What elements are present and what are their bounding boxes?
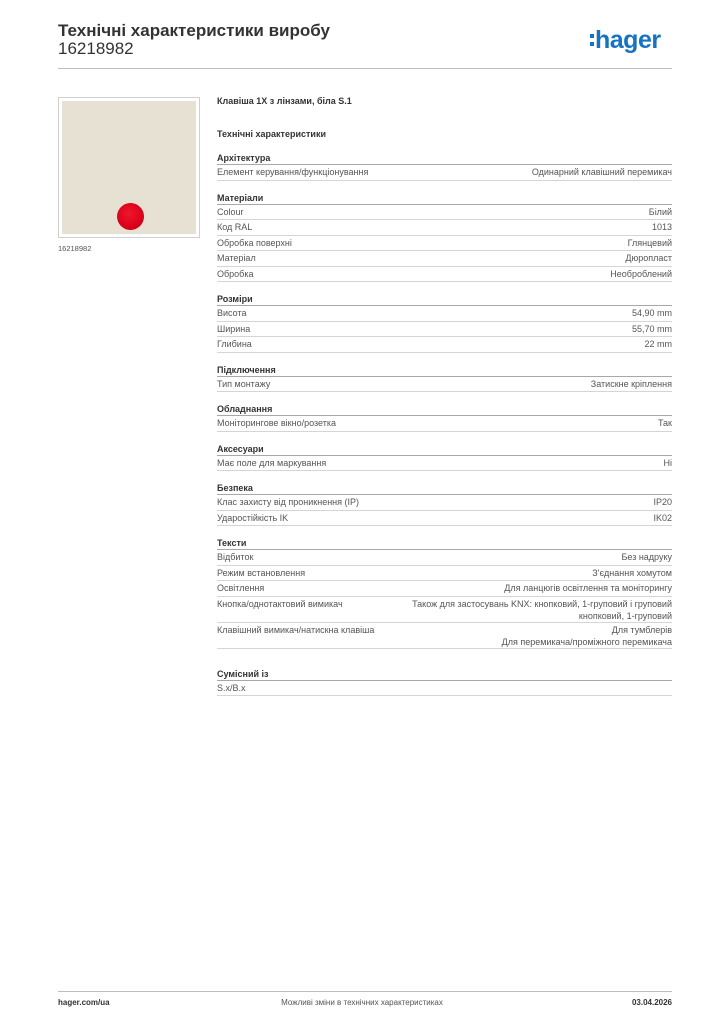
- product-number: 16218982: [58, 39, 134, 58]
- spec-key: Елемент керування/функціонування: [217, 167, 369, 177]
- spec-group: [217, 443, 672, 472]
- spec-group: [217, 364, 672, 393]
- red-lens-icon: [117, 203, 144, 230]
- spec-value: Білий: [648, 206, 672, 217]
- spec-key: Обробка поверхні: [217, 237, 292, 248]
- spec-key: Освітлення: [217, 583, 265, 593]
- spec-row: [217, 511, 672, 527]
- spec-key: Удароcтійкість IK: [217, 512, 289, 523]
- spec-key: Клавішний вимикач/натискна клавіша: [217, 624, 375, 635]
- spec-key: Клас захисту від проникнення (IP): [217, 497, 360, 507]
- spec-group: [217, 293, 672, 353]
- spec-key: Обробка: [217, 268, 254, 279]
- spec-value: Для тумблерів Для перемикача/проміжного перемикача: [501, 624, 672, 647]
- spec-key: Colour: [217, 206, 244, 217]
- spec-header: Технічні характеристики: [217, 129, 326, 139]
- compat-group: [217, 668, 672, 697]
- spec-value: Для ланцюгів освітлення та моніторингу: [504, 583, 672, 593]
- page-title: Технічні характеристики виробу: [58, 21, 330, 40]
- spec-key: Відбиток: [217, 552, 254, 562]
- compat-title: Сумісний із: [217, 668, 672, 681]
- spec-group-title: Тексти: [217, 537, 672, 550]
- compat-row: [217, 681, 672, 697]
- spec-row: [217, 322, 672, 338]
- spec-groups: [217, 152, 672, 649]
- spec-value: З'єднання хомутом: [592, 567, 672, 578]
- spec-value: Затискне кріплення: [590, 378, 672, 389]
- spec-group: [217, 192, 672, 283]
- compat-value: S.x/B.x: [217, 682, 246, 693]
- spec-row: [217, 623, 672, 649]
- spec-key: Код RAL: [217, 222, 253, 232]
- spec-key: Має поле для маркування: [217, 457, 327, 468]
- spec-value: 1013: [651, 222, 672, 232]
- spec-row: [217, 377, 672, 393]
- spec-value: 54,90 mm: [631, 308, 672, 318]
- spec-value: IP20: [653, 497, 672, 507]
- spec-key: Моніторингове вікно/розетка: [217, 418, 336, 428]
- spec-row: [217, 495, 672, 511]
- spec-value: 22 mm: [644, 339, 672, 349]
- spec-key: Глибина: [217, 339, 252, 349]
- spec-value: Ні: [663, 457, 672, 468]
- spec-value: Так: [657, 418, 672, 428]
- spec-key: Кнопка/однотактовий вимикач: [217, 598, 343, 609]
- spec-row: [217, 236, 672, 252]
- spec-value: Необроблений: [610, 268, 672, 279]
- footer-website-link[interactable]: hager.com/ua: [58, 998, 110, 1007]
- spec-group: [217, 152, 672, 181]
- spec-group-title: Безпека: [217, 482, 672, 495]
- spec-row: [217, 267, 672, 283]
- spec-row: [217, 165, 672, 181]
- spec-key: Ширина: [217, 323, 251, 334]
- spec-row: [217, 416, 672, 432]
- spec-row: [217, 550, 672, 566]
- spec-key: Режим встановлення: [217, 567, 306, 578]
- spec-row: [217, 306, 672, 322]
- spec-row: [217, 337, 672, 353]
- spec-row: [217, 581, 672, 597]
- spec-group-title: Матеріали: [217, 192, 672, 205]
- product-title: Клавіша 1Х з лінзами, біла S.1: [217, 96, 352, 106]
- spec-value: 55,70 mm: [631, 323, 672, 334]
- spec-row: [217, 597, 672, 623]
- spec-group: [217, 403, 672, 432]
- spec-row: [217, 205, 672, 221]
- product-image: [58, 97, 200, 238]
- image-caption: 16218982: [58, 244, 92, 253]
- spec-row: [217, 220, 672, 236]
- logo-text: hager: [595, 26, 661, 54]
- footer-divider: [58, 991, 672, 992]
- header-divider: [58, 68, 672, 69]
- spec-group-title: Обладнання: [217, 403, 672, 416]
- spec-value: Також для застосувань KNX: кнопковий, 1-груповий і груповий кнопковий, 1-груповий: [412, 598, 672, 621]
- spec-row: [217, 456, 672, 472]
- spec-key: Висота: [217, 308, 247, 318]
- logo-colon-icon: [590, 28, 594, 46]
- footer-date: 03.04.2026: [631, 998, 672, 1007]
- spec-value: IK02: [653, 512, 672, 523]
- hager-logo: [590, 28, 661, 53]
- rocker-switch-image: [62, 101, 196, 234]
- spec-value: Дюропласт: [625, 253, 672, 263]
- spec-row: [217, 566, 672, 582]
- spec-value: Глянцевий: [627, 237, 672, 248]
- footer-disclaimer: Можливі зміни в технічних характеристиках: [281, 998, 443, 1007]
- spec-group: [217, 482, 672, 526]
- spec-value: Одинарний клавішний перемикач: [531, 167, 672, 177]
- spec-group-title: Розміри: [217, 293, 672, 306]
- spec-group-title: Аксесуари: [217, 443, 672, 456]
- spec-key: Матеріал: [217, 253, 256, 263]
- spec-sheet: [217, 96, 672, 696]
- spec-group-title: Підключення: [217, 364, 672, 377]
- spec-key: Тип монтажу: [217, 378, 271, 389]
- spec-row: [217, 251, 672, 267]
- spec-group-title: Архітектура: [217, 152, 672, 165]
- spec-value: Без надруку: [621, 552, 672, 562]
- spec-group: [217, 537, 672, 649]
